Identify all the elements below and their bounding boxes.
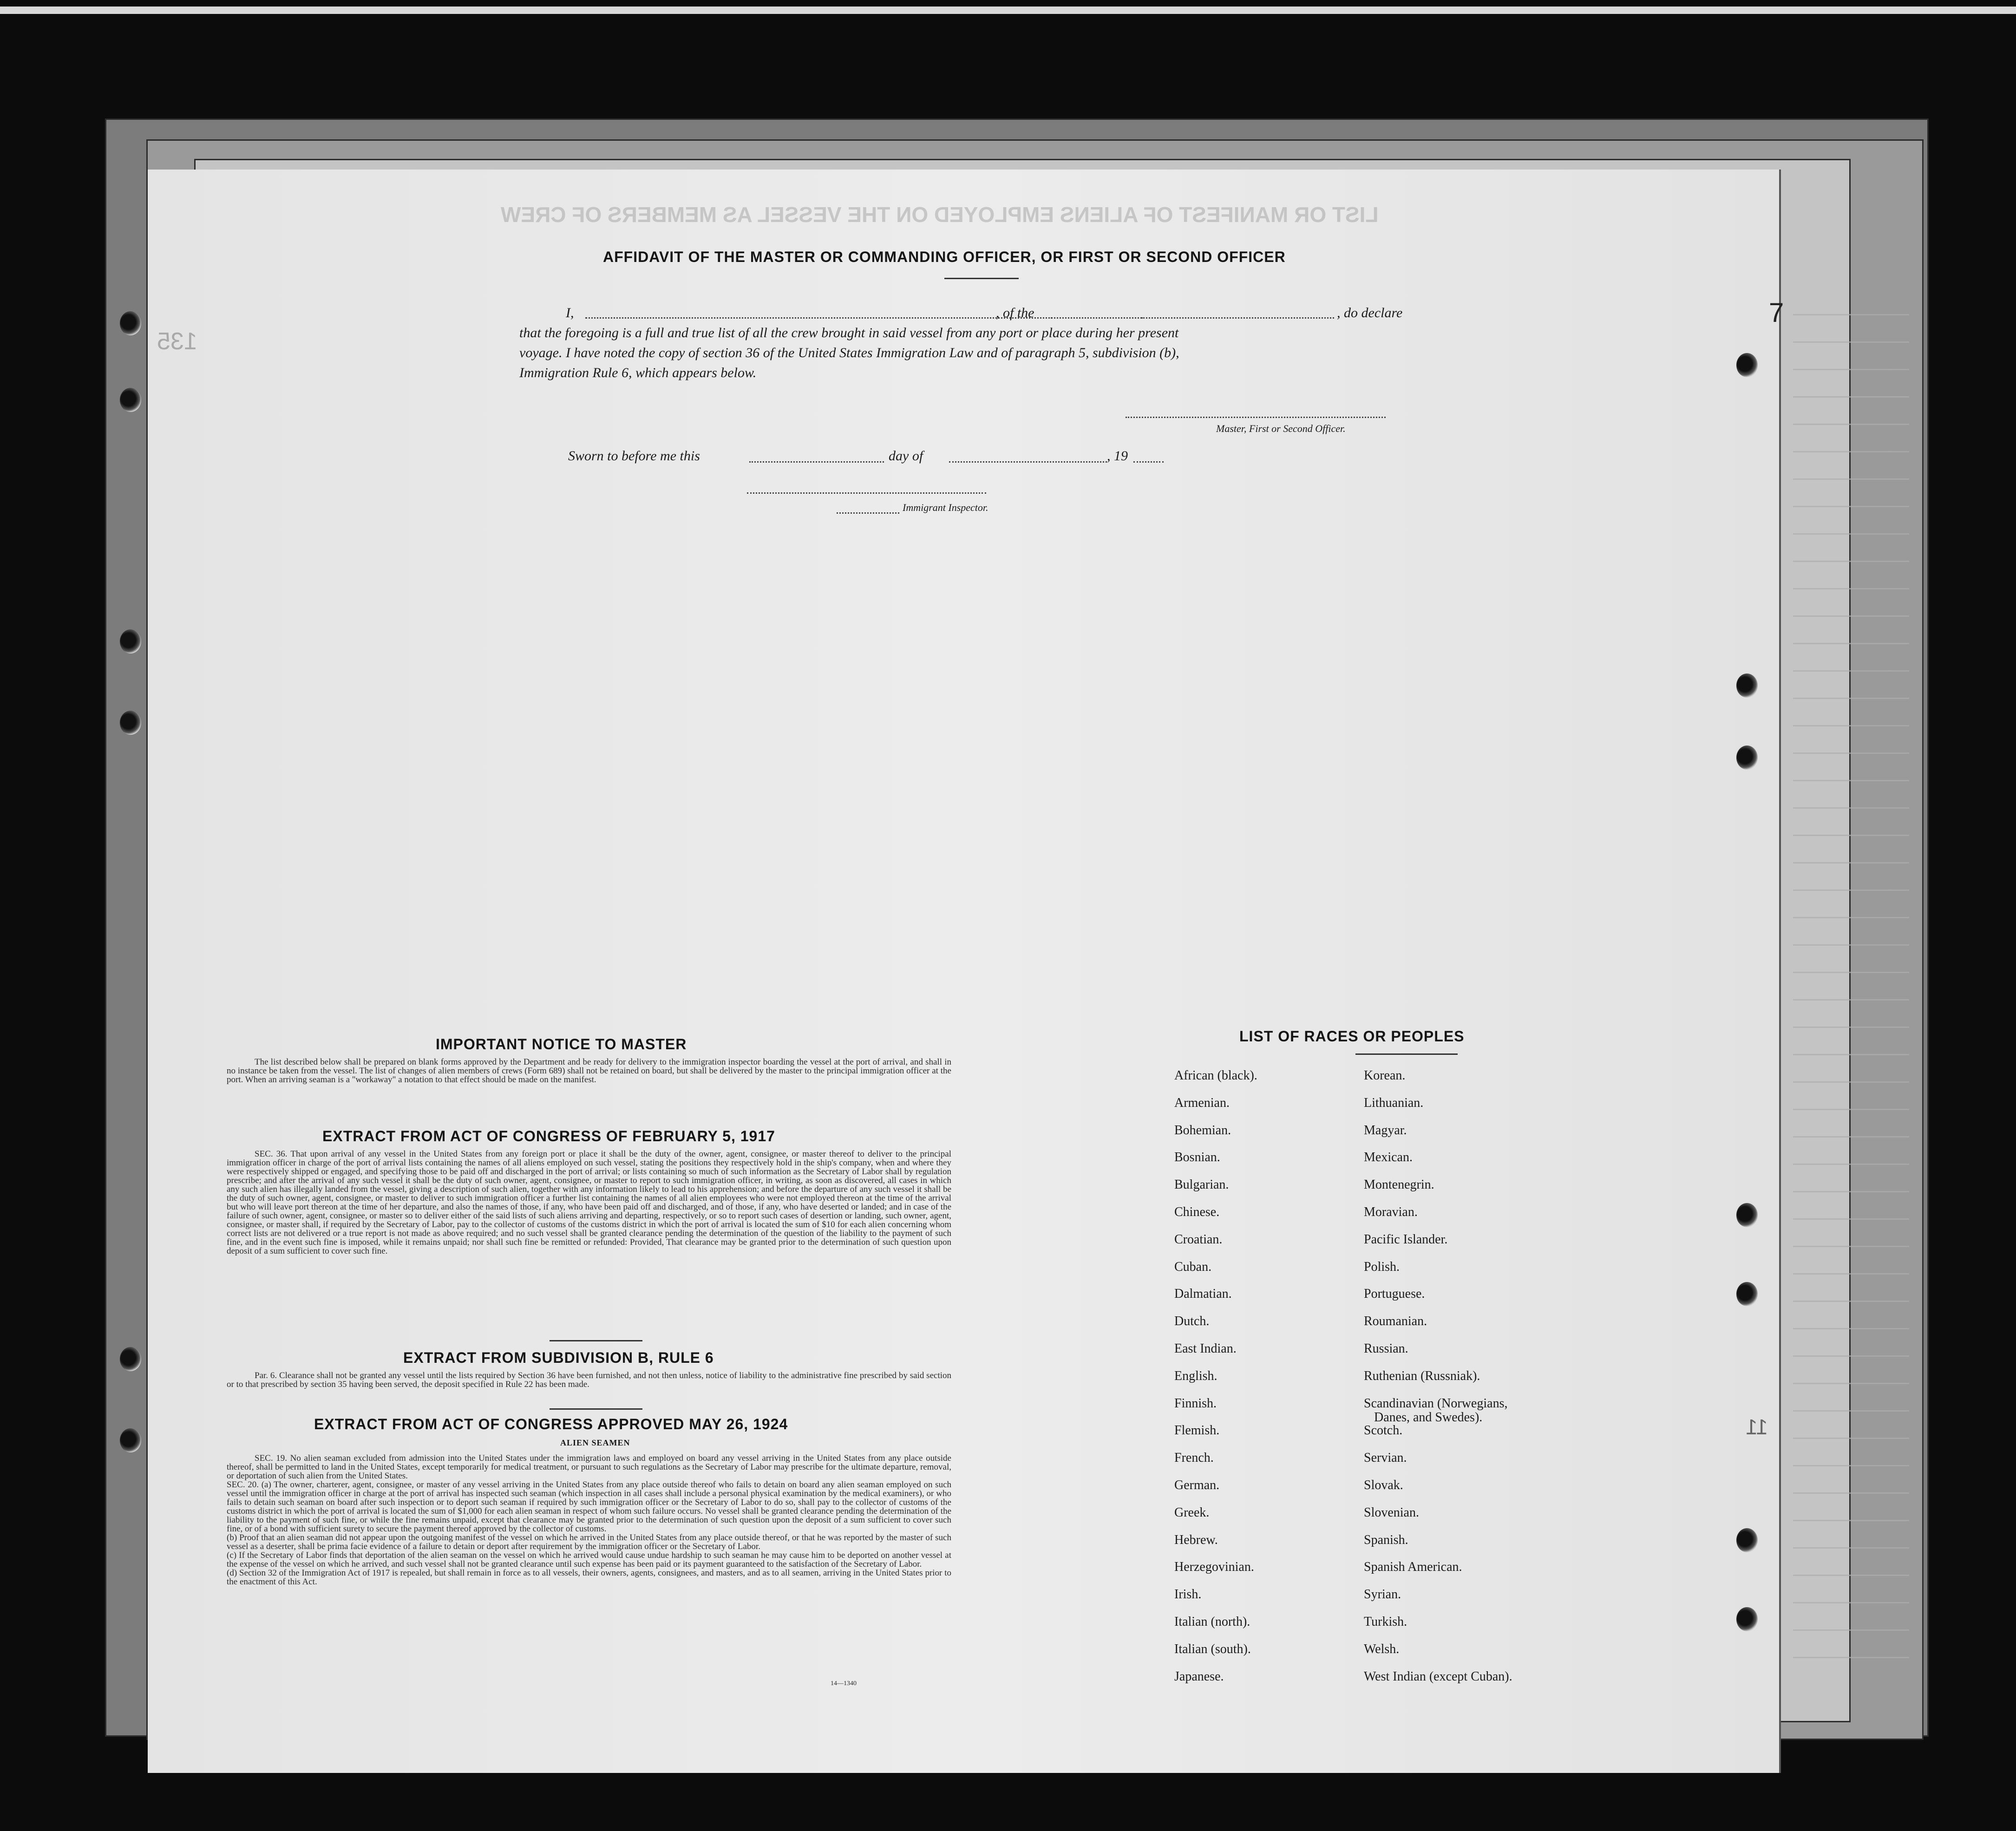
scanner-edge: [0, 7, 2016, 14]
inspector-signature-field-short[interactable]: [837, 512, 899, 514]
ruled-page-edge: [1793, 288, 1909, 1681]
race-item: Slovenian.: [1364, 1505, 1419, 1520]
sworn-day-field[interactable]: [749, 461, 884, 463]
affidavit-do-declare: , do declare: [1337, 305, 1403, 320]
sworn-before-label: Sworn to before me this: [568, 448, 700, 464]
master-signature-field[interactable]: [1126, 417, 1386, 418]
affidavit-line-4: Immigration Rule 6, which appears below.: [519, 365, 757, 380]
sworn-year-field[interactable]: [1133, 461, 1164, 463]
extract-1917-body: SEC. 36. That upon arrival of any vessel in the United States from any foreign port or place it shall be the duty of the owner, agent, consignee, or master thereof to deliver to the principal immigration officer in charge of the port of arrival lists containing the names of all aliens employed on such vessel, stating the positions they respectively hold in the ship's company, when and where they were respectively shipped or engaged, and specifying those to be paid off and discharged in the port of arrival; or lists containing so much of such information as the Secretary of Labor shall by regulation prescribe; and after the arrival of any such vessel it shall be the duty of such owner, agent, consignee, or master to report to such immigration officer, in writing, as soon as discovered, all cases in which any such alien has illegally landed from the vessel, giving a description of such alien, together with any information likely to lead to his apprehension; and before the departure of any such vessel it shall be the duty of such owner, agent, consignee, or master to deliver to such immigration officer a further list containing the names of all alien employees who were not employed thereon at the time of the arrival but who will leave port thereon at the time of her departure, and also the names of those, if any, who have been paid off and discharged, and of those, if any, who have deserted or landed; and in case of the failure of such owner, agent, consignee, or master so to deliver either of the said lists of such aliens arriving and departing, respectively, or so to report such cases of desertion or landing, such owner, agent, consignee, or master shall, if required by the Secretary of Labor, pay to the collector of customs of the customs district in which the port of arrival is located the sum of $10 for each alien concerning whom correct lists are not delivered or a true report is not made as above required; and no such vessel shall be granted clearance pending the determination of the question of the liability to the payment of such fine, and in the event such fine is imposed, while it remains unpaid; nor shall such fine be remitted or refunded: Provided, That clearance may be granted prior to the determination of such question upon deposit of a sum sufficient to cover such fine.: [227, 1149, 951, 1256]
race-item: Bosnian.: [1174, 1150, 1220, 1165]
race-item: Scotch.: [1364, 1423, 1403, 1438]
notice-body: The list described below shall be prepared on blank forms approved by the Department and be ready for delivery to the immigration inspector boarding the vessel at the port of arrival, and shall in no instance be taken from the vessel. The list of changes of alien members of crews (Form 689) shall not be retained on board, but shall be delivered by the master to the principal immigration officer at the port. When an arriving seaman is a "workaway" a notation to that effect should be made on the manifest.: [227, 1057, 951, 1085]
race-item: Servian.: [1364, 1451, 1407, 1465]
affidavit-line-2: that the foregoing is a full and true list of all the crew brought in said vessel from any port or place during her present: [519, 325, 1179, 340]
race-item: Spanish.: [1364, 1532, 1408, 1547]
race-item: Mexican.: [1364, 1150, 1413, 1165]
race-item: Scandinavian (Norwegians,: [1364, 1396, 1508, 1411]
race-item: East Indian.: [1174, 1341, 1237, 1356]
race-item: Syrian.: [1364, 1587, 1401, 1602]
race-item: Finnish.: [1174, 1396, 1217, 1411]
race-item: Italian (south).: [1174, 1641, 1251, 1656]
subdivision-b-body: Par. 6. Clearance shall not be granted any vessel until the lists required by Section 36 have been furnished, and not then unless, notice of liability to the administrative fine prescribed by said section or to that prescribed by section 35 having been served, the deposit specified in Rule 22 has been made.: [227, 1371, 951, 1389]
race-item: Roumanian.: [1364, 1314, 1427, 1329]
race-item: West Indian (except Cuban).: [1364, 1669, 1512, 1684]
extract-1924-title: EXTRACT FROM ACT OF CONGRESS APPROVED MAY 26, 1924: [314, 1416, 788, 1432]
notice-title: IMPORTANT NOTICE TO MASTER: [436, 1036, 687, 1053]
race-item: German.: [1174, 1478, 1220, 1492]
binder-hole: [120, 311, 141, 335]
race-item: Greek.: [1174, 1505, 1210, 1520]
binder-hole: [1736, 1282, 1758, 1306]
affidavit-title-rule: [944, 278, 1019, 279]
binder-hole: [120, 1347, 141, 1371]
race-item: Bohemian.: [1174, 1123, 1231, 1138]
race-item: Flemish.: [1174, 1423, 1220, 1438]
race-item: English.: [1174, 1368, 1217, 1383]
race-item: Pacific Islander.: [1364, 1232, 1448, 1247]
race-item: Dalmatian.: [1174, 1287, 1232, 1301]
affidavit-line-3: voyage. I have noted the copy of section 36 of the United States Immigration Law and of paragraph 5, subdivision (b),: [519, 345, 1179, 360]
binder-hole: [1736, 1203, 1758, 1227]
race-item: Dutch.: [1174, 1314, 1210, 1329]
extract-1924-body: SEC. 19. No alien seaman excluded from admission into the United States under the immigration laws and employed on board any vessel arriving in the United States from any place outside thereof, shall be permitted to land in the United States, except temporarily for medical treatment, or pursuant to such regulations as the Secretary of Labor may prescribe for the ultimate departure, removal, or deportation of such alien from the United States. SEC. 20. (a) The owner, charterer, agent, consignee, or master of any vessel arriving in the United States from any place outside thereof who fails to detain on board any alien seaman employed on such vessel until the immigration officer in charge at the port of arrival has inspected such seaman (which inspection in all cases shall include a personal physical examination by the medical examiners), or who fails to detain such seaman on board after such inspection or to deport such seaman if required by such immigration officer or the Secretary of Labor to do so, shall pay to the collector of customs of the customs district in which the port of arrival is located the sum of $1,000 for each alien seaman in respect of whom such failure occurs. No vessel shall be granted clearance pending the determination of the liability to the payment of such fine, or while the fine remains unpaid, except that clearance may be granted prior to the determination of such question upon the deposit of a sum sufficient to cover such fine, or of a bond with sufficient surety to secure the payment thereof approved by the collector of customs. (b) Proof that an alien seaman did not appear upon the outgoing manifest of the vessel on which he arrived in the United States from any place outside thereof, or that he was reported by the master of such vessel as a deserter, shall be prima facie evidence of a failure to detain or deport after requirement by the immigration officer or the Secretary of Labor. (c) If the Secretary of Labor finds that deportation of the alien seaman on the vessel on which he arrived would cause undue hardship to such seaman he may cause him to be deported on another vessel at the expense of the vessel on which he arrived, and such vessel shall not be granted clearance until such expense has been paid or its payment guaranteed to the satisfaction of the Secretary of Labor. (d) Section 32 of the Immigration Act of 1917 is repealed, but shall remain in force as to all vessels, their owners, agents, consignees, and masters, and as to all seamen, arriving in the United States prior to the enactment of this Act.: [227, 1453, 951, 1587]
subdivision-b-title: EXTRACT FROM SUBDIVISION B, RULE 6: [403, 1349, 714, 1366]
race-item: Bulgarian.: [1174, 1177, 1229, 1192]
binder-hole: [1736, 353, 1758, 377]
ghost-page-number: 135: [157, 328, 197, 355]
race-item: Welsh.: [1364, 1641, 1400, 1656]
race-item: Polish.: [1364, 1259, 1400, 1274]
master-signature-label: Master, First or Second Officer.: [1216, 423, 1346, 434]
race-item: Irish.: [1174, 1587, 1202, 1602]
race-item: Korean.: [1364, 1068, 1406, 1083]
race-item: Slovak.: [1364, 1478, 1403, 1492]
day-of-label: day of: [889, 448, 923, 464]
binder-hole: [120, 629, 141, 654]
race-item: Moravian.: [1364, 1205, 1418, 1219]
race-item: Armenian.: [1174, 1095, 1230, 1110]
affidavit-of-the: , of the: [996, 305, 1034, 320]
binder-hole: [120, 711, 141, 735]
race-item: African (black).: [1174, 1068, 1257, 1083]
race-item: Lithuanian.: [1364, 1095, 1424, 1110]
page-number: 7: [1769, 298, 1784, 328]
extract-1924-subtitle: ALIEN SEAMEN: [560, 1438, 630, 1447]
binder-hole: [120, 388, 141, 412]
binder-hole: [1736, 674, 1758, 698]
race-item: Italian (north).: [1174, 1615, 1250, 1629]
race-item: Croatian.: [1174, 1232, 1223, 1247]
race-item: Ruthenian (Russniak).: [1364, 1368, 1480, 1383]
race-item: Hebrew.: [1174, 1532, 1218, 1547]
extract-1917-rule: [550, 1340, 642, 1341]
race-item: Chinese.: [1174, 1205, 1220, 1219]
binder-hole: [1736, 1528, 1758, 1552]
binder-hole: [120, 1428, 141, 1452]
race-item: Portuguese.: [1364, 1287, 1425, 1301]
race-item: Spanish American.: [1364, 1560, 1462, 1575]
race-item: Cuban.: [1174, 1259, 1212, 1274]
subdivision-b-rule: [550, 1408, 642, 1410]
binder-hole: [1736, 745, 1758, 770]
race-item: Montenegrin.: [1364, 1177, 1434, 1192]
race-item: Herzegovinian.: [1174, 1560, 1254, 1575]
races-title: LIST OF RACES OR PEOPLES: [1239, 1028, 1465, 1045]
document-page: [148, 170, 1784, 1773]
race-item: Russian.: [1364, 1341, 1408, 1356]
vessel-name-field[interactable]: [1051, 317, 1334, 319]
year-prefix: , 19: [1107, 448, 1128, 464]
affidavit-title: AFFIDAVIT OF THE MASTER OR COMMANDING OFFICER, OR FIRST OR SECOND OFFICER: [603, 248, 1286, 265]
race-item: Turkish.: [1364, 1615, 1407, 1629]
form-number: 14—1340: [831, 1680, 857, 1687]
race-item: Magyar.: [1364, 1123, 1407, 1138]
race-item: Japanese.: [1174, 1669, 1224, 1684]
inspector-signature-field[interactable]: [747, 492, 986, 494]
race-item: French.: [1174, 1451, 1214, 1465]
ghost-stamp: 11: [1746, 1415, 1768, 1439]
sworn-month-field[interactable]: [949, 461, 1107, 463]
affidavit-i-label: I,: [566, 305, 574, 320]
inspector-label: Immigrant Inspector.: [903, 502, 988, 513]
ghost-heading: LIST OR MANIFEST OF ALIENS EMPLOYED ON THE VESSEL AS MEMBERS OF CREW: [501, 203, 1379, 227]
binder-hole: [1736, 1607, 1758, 1631]
race-item: Danes, and Swedes).: [1374, 1410, 1483, 1425]
races-title-rule: [1355, 1053, 1458, 1055]
extract-1917-title: EXTRACT FROM ACT OF CONGRESS OF FEBRUARY 5, 1917: [322, 1128, 775, 1144]
